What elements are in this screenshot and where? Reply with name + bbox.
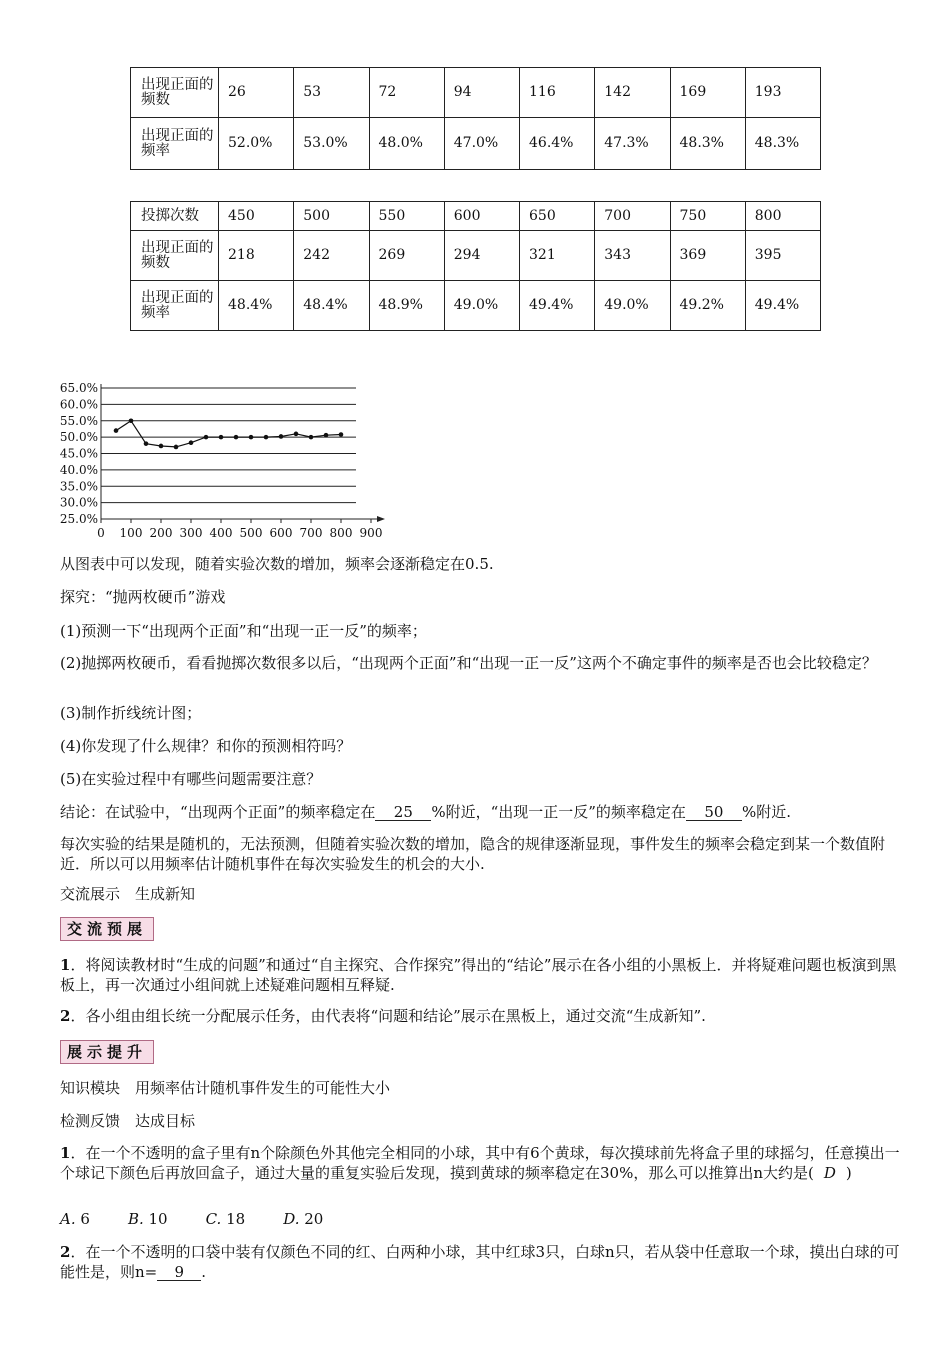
explore-heading: 探究：“抛两枚硬币”游戏 (60, 588, 226, 606)
table-cell: 142 (595, 68, 670, 118)
table-cell: 48.4% (294, 281, 369, 331)
row-header: 投掷次数 (131, 202, 219, 231)
item-number: 2 (60, 1007, 71, 1025)
table-cell: 500 (294, 202, 369, 231)
table-cell: 450 (219, 202, 294, 231)
table-cell: 49.4% (520, 281, 595, 331)
row-header: 出现正面的频数 (131, 231, 219, 281)
data-point (264, 435, 269, 440)
item-text: ．将阅读教材时“生成的问题”和通过“自主探究、合作探究”得出的“结论”展示在各小组的小黑板上．并将疑难问题也板演到黑板上，再一次通过小组间就上述疑难问题相互释疑. (60, 956, 897, 994)
table-cell: 53.0% (294, 118, 369, 170)
table-cell: 395 (745, 231, 820, 281)
table-cell: 49.0% (444, 281, 519, 331)
data-point (129, 418, 134, 423)
data-point (204, 435, 209, 440)
table-cell: 700 (595, 202, 670, 231)
table-cell: 800 (745, 202, 820, 231)
section-tag: 展示提升 (60, 1040, 154, 1064)
table-cell: 116 (520, 68, 595, 118)
knowledge-module: 知识模块 用频率估计随机事件发生的可能性大小 (60, 1079, 391, 1097)
question-text: ) (845, 1164, 852, 1182)
data-point (324, 433, 329, 438)
question-text: . (201, 1263, 207, 1281)
y-tick-label: 40.0% (59, 462, 98, 477)
x-tick-label: 600 (269, 526, 293, 540)
step-4: (4)你发现了什么规律？和你的预测相符吗？ (60, 737, 352, 755)
table-cell: 49.0% (595, 281, 670, 331)
table-cell: 750 (670, 202, 745, 231)
table-cell: 48.9% (369, 281, 444, 331)
x-tick-label: 700 (299, 526, 323, 540)
x-tick-label: 100 (119, 526, 143, 540)
table-cell: 193 (745, 68, 820, 118)
table-cell: 321 (520, 231, 595, 281)
data-point (174, 445, 179, 450)
data-point (219, 435, 224, 440)
option-letter: D. (283, 1210, 300, 1228)
table-cell: 369 (670, 231, 745, 281)
table-cell: 47.0% (444, 118, 519, 170)
conclusion-text: 从图表中可以发现，随着实验次数的增加，频率会逐渐稳定在0.5. (60, 555, 494, 573)
option-value: 10 (148, 1210, 168, 1228)
conclusion-line (60, 802, 900, 822)
table-cell: 47.3% (595, 118, 670, 170)
table-cell: 53 (294, 68, 369, 118)
step-1: (1)预测一下“出现两个正面”和“出现一正一反”的频率； (60, 622, 427, 640)
data-point (159, 444, 164, 449)
data-point (144, 441, 149, 446)
answer-blank: 25 (375, 804, 431, 821)
answer-blank: 9 (157, 1264, 201, 1281)
x-tick-label: 500 (239, 526, 263, 540)
table-row (131, 231, 821, 281)
conclusion-part: %附近. (741, 803, 791, 821)
frequency-table-2 (130, 201, 821, 331)
table-cell: 269 (369, 231, 444, 281)
feedback-heading: 检测反馈 达成目标 (60, 1112, 196, 1130)
table-cell: 343 (595, 231, 670, 281)
table-cell: 169 (670, 68, 745, 118)
table-cell: 48.3% (745, 118, 820, 170)
row-header: 出现正面的频率 (131, 118, 219, 170)
option-value: 6 (80, 1210, 90, 1228)
question-number: 1 (60, 1144, 71, 1162)
table-row (131, 118, 821, 170)
x-tick-label: 0 (97, 526, 105, 540)
step-3: (3)制作折线统计图； (60, 704, 202, 722)
question-1 (60, 1143, 900, 1183)
y-tick-label: 30.0% (59, 495, 98, 510)
x-tick-label: 900 (359, 526, 383, 540)
step-2: (2)抛掷两枚硬币，看看抛掷次数很多以后，“出现两个正面”和“出现一正一反”这两个不确定事件的频率是否也会比较稳定？ (60, 654, 877, 672)
row-header: 出现正面的频数 (131, 68, 219, 118)
y-tick-label: 50.0% (59, 430, 98, 445)
table-cell: 48.0% (369, 118, 444, 170)
table-cell: 26 (219, 68, 294, 118)
section-heading: 交流展示 生成新知 (60, 885, 196, 903)
data-point (234, 435, 239, 440)
question-text: ．在一个不透明的盒子里有n个除颜色外其他完全相同的小球，其中有6个黄球，每次摸球前先将盒子里的球摇匀，任意摸出一个球记下颜色后再放回盒子，通过大量的重复实验后发现，摸到黄球的频率稳定在30%，那么可以推算出n大约是( (60, 1144, 900, 1182)
table-cell: 94 (444, 68, 519, 118)
table-row (131, 68, 821, 118)
table-cell: 49.2% (670, 281, 745, 331)
table-cell: 52.0% (219, 118, 294, 170)
table-row (131, 281, 821, 331)
table-row (131, 202, 821, 231)
table-cell: 242 (294, 231, 369, 281)
table-cell: 48.3% (670, 118, 745, 170)
table-cell: 218 (219, 231, 294, 281)
table-cell: 550 (369, 202, 444, 231)
x-tick-label: 800 (329, 526, 353, 540)
y-tick-label: 55.0% (59, 413, 98, 428)
data-point (114, 428, 119, 433)
option-letter: C. (205, 1210, 222, 1228)
question-number: 2 (60, 1243, 71, 1261)
table-cell: 600 (444, 202, 519, 231)
option-value: 18 (226, 1210, 246, 1228)
series-line (116, 421, 341, 447)
option-letter: B. (127, 1210, 144, 1228)
data-point (249, 435, 254, 440)
section-tag: 交流预展 (60, 917, 154, 941)
conclusion-part: %附近，“出现一正一反”的频率稳定在 (431, 803, 686, 821)
x-axis-arrow (377, 516, 385, 522)
summary-paragraph: 每次实验的结果是随机的，无法预测，但随着实验次数的增加，隐含的规律逐渐显现，事件发生的频率会稳定到某一个数值附近．所以可以用频率估计随机事件在每次实验发生的机会的大小. (60, 835, 886, 873)
answer-text: D (823, 1164, 836, 1182)
x-tick-label: 200 (149, 526, 173, 540)
table-cell: 294 (444, 231, 519, 281)
conclusion-part: 结论：在试验中，“出现两个正面”的频率稳定在 (60, 803, 376, 821)
table-cell: 650 (520, 202, 595, 231)
data-point (294, 432, 299, 437)
item-text: ．各小组由组长统一分配展示任务，由代表将“问题和结论”展示在黑板上，通过交流“生成新知”. (70, 1007, 706, 1025)
y-tick-label: 45.0% (59, 446, 98, 461)
item-number: 1 (60, 956, 71, 974)
option-letter: A. (60, 1210, 76, 1228)
step-5: (5)在实验过程中有哪些问题需要注意？ (60, 770, 322, 788)
item-1 (60, 955, 900, 995)
y-tick-label: 35.0% (59, 479, 98, 494)
row-header: 出现正面的频率 (131, 281, 219, 331)
frequency-line-chart (55, 376, 395, 542)
option-value: 20 (304, 1210, 324, 1228)
x-tick-label: 300 (179, 526, 203, 540)
table-cell: 48.4% (219, 281, 294, 331)
table-cell: 46.4% (520, 118, 595, 170)
data-point (309, 435, 314, 440)
options-row (60, 1209, 900, 1229)
y-tick-label: 25.0% (59, 512, 98, 526)
data-point (339, 432, 344, 437)
item-2 (60, 1006, 900, 1026)
y-tick-label: 65.0% (59, 381, 98, 395)
table-cell: 49.4% (745, 281, 820, 331)
question-2 (60, 1242, 900, 1282)
x-tick-label: 400 (209, 526, 233, 540)
y-tick-label: 60.0% (59, 397, 98, 412)
answer-blank: 50 (686, 804, 742, 821)
frequency-table-1 (130, 67, 821, 170)
data-point (189, 440, 194, 445)
data-point (279, 434, 284, 439)
table-cell: 72 (369, 68, 444, 118)
question-text: ．在一个不透明的口袋中装有仅颜色不同的红、白两种小球，其中红球3只，白球n只，若从袋中任意取一个球，摸出白球的可能性是，则n= (60, 1243, 900, 1281)
